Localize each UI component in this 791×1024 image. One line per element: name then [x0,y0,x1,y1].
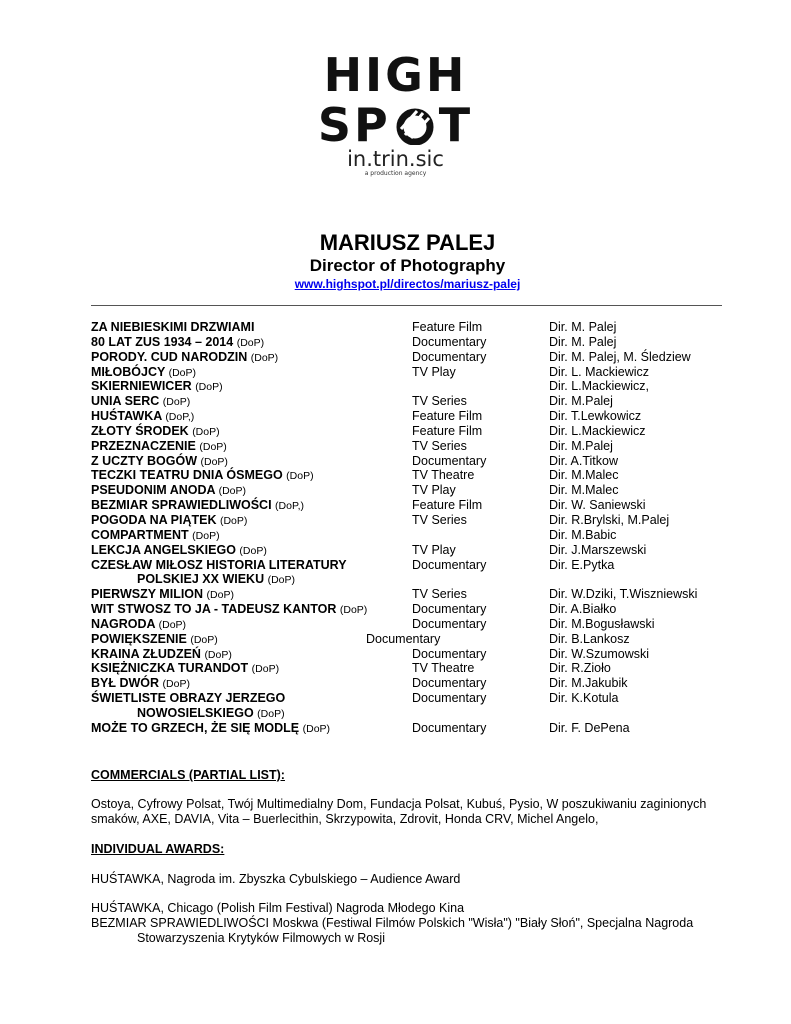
film-type: Documentary [412,676,487,691]
film-type: TV Series [412,394,467,409]
commercials-list: Ostoya, Cyfrowy Polsat, Twój Multimedialny Dom, Fundacja Polsat, Kubuś, Pysio, W poszukiwaniu zaginionych smaków, AXE, DAVIA, Vita – Buerlecithin, Skrzypowita, Zdrovit, Honda CRV, Michel Angelo, [91,797,707,826]
film-title-text: MIŁOBÓJCY [91,364,166,379]
film-type: TV Series [412,587,467,602]
film-title [91,528,220,544]
film-credit: (DoP) [267,574,296,587]
film-title-text: PIERWSZY MILION [91,587,204,602]
film-credit: (DoP) [162,678,190,691]
film-type: Feature Film [412,498,483,513]
film-row [91,587,731,602]
film-credit: (DoP) [250,351,279,364]
film-director: Dir. R.Brylski, M.Palej [549,512,670,527]
film-director: Dir. J.Marszewski [549,542,647,557]
film-type: TV Play [412,364,456,379]
film-credit: (DoP) [199,440,227,453]
film-title-text: KRAINA ZŁUDZEŃ [91,646,201,661]
film-type: TV Play [412,542,456,557]
film-title-text: ZŁOTY ŚRODEK [91,423,189,438]
film-type: Documentary [412,602,487,617]
logo-line-spot [318,100,473,150]
film-title-text: WIT STWOSZ TO JA - TADEUSZ KANTOR [91,602,337,617]
film-row [91,647,731,662]
film-director: Dir. M.Malec [549,483,619,498]
film-type: Documentary [412,720,487,735]
film-title [91,721,330,737]
person-name: MARIUSZ PALEJ [319,230,496,255]
film-director: Dir. M. Palej [549,334,617,349]
film-row [91,320,731,335]
film-director: Dir. L.Mackiewicz, [549,379,650,394]
film-title-continued [137,572,295,588]
film-credit: (DoP) [200,455,228,468]
film-title [91,365,196,381]
film-credit: (DoP) [239,544,267,557]
film-title [91,543,267,559]
film-director: Dir. A.Titkow [549,453,618,468]
film-title [91,632,218,648]
film-type: Documentary [412,616,487,631]
film-row [91,394,731,409]
film-row [91,379,731,394]
film-title [91,602,367,618]
film-row [91,543,731,558]
film-credit: (DoP) [190,633,218,646]
film-director: Dir. M. Palej [549,320,617,334]
film-type: Documentary [412,691,487,706]
film-row [91,617,731,632]
award-text: BEZMIAR SPRAWIEDLIWOŚCI Moskwa (Festiwal Filmów Polskich "Wisła") "Biały Słoń", Specjalna Nagroda [91,916,694,930]
logo-line-high: HIGH [323,48,468,102]
film-credit: (DoP) [339,604,368,617]
film-row [91,409,731,424]
film-director: Dir. L.Mackiewicz [549,423,646,438]
film-credit: (DoP) [162,396,191,409]
film-row [91,513,731,528]
film-row [91,661,731,676]
film-type: TV Series [412,512,467,527]
film-title-text: Z UCZTY BOGÓW [91,453,198,468]
film-row [91,528,731,543]
film-director: Dir. E.Pytka [549,557,615,572]
film-title [91,617,186,633]
film-title [91,676,190,692]
film-title [91,409,194,425]
film-title-text: NOWOSIELSKIEGO [137,705,254,720]
film-type: Feature Film [412,409,483,424]
film-row [91,335,731,350]
film-title-text: COMPARTMENT [91,527,189,542]
film-title [91,335,264,351]
film-row [91,350,731,365]
film-title-text: MOŻE TO GRZECH, ŻE SIĘ MODLĘ [91,720,300,735]
film-credit: (DoP,) [275,500,305,513]
film-credit: (DoP,) [165,411,195,424]
film-type: Documentary [412,349,487,364]
film-row [91,632,731,647]
film-type: TV Play [412,483,456,498]
film-type: Documentary [412,646,487,661]
film-title [91,320,254,335]
film-title-text: KSIĘŻNICZKA TURANDOT [91,661,249,676]
film-type: Feature Film [412,320,483,334]
film-type: Documentary [412,334,487,349]
film-title-text: ZA NIEBIESKIMI DRZWIAMI [91,320,255,334]
film-director: Dir. R.Zioło [549,661,611,676]
film-row [91,365,731,380]
film-title-text: PSEUDONIM ANODA [91,483,216,498]
film-director: Dir. W.Szumowski [549,646,650,661]
film-row [91,602,731,617]
film-title [91,498,304,514]
film-type: TV Series [412,438,467,453]
film-director: Dir. M. Palej, M. Śledziew [549,349,691,364]
awards-heading: INDIVIDUAL AWARDS: [91,842,225,856]
film-credit: (DoP) [158,618,187,631]
film-title [91,558,347,573]
film-type: TV Theatre [412,661,475,676]
film-row [91,468,731,483]
film-title-text: LEKCJA ANGELSKIEGO [91,542,236,557]
film-title-text: SKIERNIEWICER [91,379,192,394]
film-type: Feature Film [412,423,483,438]
film-title-text: PRZEZNACZENIE [91,438,196,453]
logo-subtitle: a production agency [364,170,427,177]
film-title [91,350,278,366]
film-director: Dir. M.Jakubik [549,676,628,691]
film-title-text: HUŚTAWKA [91,409,162,424]
award-item: HUŚTAWKA, Nagroda im. Zbyszka Cybulskiego – Audience Award [91,872,461,886]
header-divider [91,305,722,306]
film-title-text: CZESŁAW MIŁOSZ HISTORIA LITERATURY [91,557,347,572]
film-title [91,691,285,706]
film-director: Dir. W.Dziki, T.Wiszniewski [549,587,698,602]
film-title [91,424,220,440]
film-credit: (DoP) [206,589,234,602]
film-credit: (DoP) [192,529,220,542]
film-director: Dir. K.Kotula [549,691,619,706]
award-item [91,916,721,946]
film-type: Documentary [412,557,487,572]
film-title-text: ŚWIETLISTE OBRAZY JERZEGO [91,691,286,706]
film-director: Dir. M.Palej [549,394,613,409]
film-title-continued [137,706,285,722]
sun-burst-icon [393,105,437,145]
film-credit: (DoP) [251,663,280,676]
person-role: Director of Photography [309,256,506,275]
film-director: Dir. T.Lewkowicz [549,409,642,424]
film-director: Dir. B.Lankosz [549,631,630,646]
film-credit: (DoP) [168,366,196,379]
film-title [91,483,246,499]
film-type: TV Theatre [412,468,475,483]
film-director: Dir. L. Mackiewicz [549,364,650,379]
film-title [91,513,247,529]
award-item: HUŚTAWKA, Chicago (Polish Film Festival) Nagroda Młodego Kina [91,901,465,915]
film-row [91,483,731,498]
logo-spot-right: T [438,98,474,152]
profile-link[interactable]: www.highspot.pl/directos/mariusz-palej [294,277,521,291]
film-credit: (DoP) [195,381,223,394]
film-row [91,721,731,736]
film-director: Dir. F. DePena [549,720,630,735]
film-title-text: POLSKIEJ XX WIEKU [137,572,265,587]
film-title-text: UNIA SERC [91,394,160,409]
film-director: Dir. A.Białko [549,602,617,617]
film-credit: (DoP) [302,722,331,735]
film-director: Dir. M.Babic [549,527,617,542]
film-credit: (DoP) [218,485,246,498]
film-credit: (DoP) [286,470,314,483]
film-credit: (DoP) [219,514,248,527]
agency-logo [0,50,791,178]
film-director: Dir. M.Malec [549,468,619,483]
film-credit: (DoP) [204,648,232,661]
film-row [91,498,731,513]
film-title [91,468,314,484]
film-type: Documentary [366,631,441,646]
award-text-continued: Stowarzyszenia Krytyków Filmowych w Rosji [137,930,385,945]
film-title [91,379,223,395]
film-title-text: POWIĘKSZENIE [91,631,187,646]
film-type: Documentary [412,453,487,468]
film-title-text: BEZMIAR SPRAWIEDLIWOŚCI [91,498,272,513]
film-row [91,424,731,439]
logo-tagline: in.trin.sic [347,147,444,171]
logo-spot-left: SP [317,98,391,152]
commercials-heading: COMMERCIALS (PARTIAL LIST): [91,768,285,782]
film-director: Dir. M.Bogusławski [549,616,655,631]
filmography-list [91,320,731,736]
film-title-text: POGODA NA PIĄTEK [91,512,217,527]
film-title [91,661,279,677]
film-title [91,439,227,455]
film-credit: (DoP) [236,336,265,349]
film-credit: (DoP) [257,707,285,720]
film-title-text: 80 LAT ZUS 1934 – 2014 [91,334,234,349]
film-row [91,676,731,691]
film-row [91,691,731,721]
film-title-text: TECZKI TEATRU DNIA ÓSMEGO [91,468,283,483]
film-credit: (DoP) [192,425,220,438]
film-title-text: NAGRODA [91,616,156,631]
film-title [91,394,190,410]
film-row [91,558,731,588]
film-row [91,439,731,454]
film-director: Dir. M.Palej [549,438,613,453]
film-title [91,587,234,603]
film-title-text: BYŁ DWÓR [91,676,160,691]
film-title-text: PORODY. CUD NARODZIN [91,349,248,364]
film-director: Dir. W. Saniewski [549,498,646,513]
film-row [91,454,731,469]
